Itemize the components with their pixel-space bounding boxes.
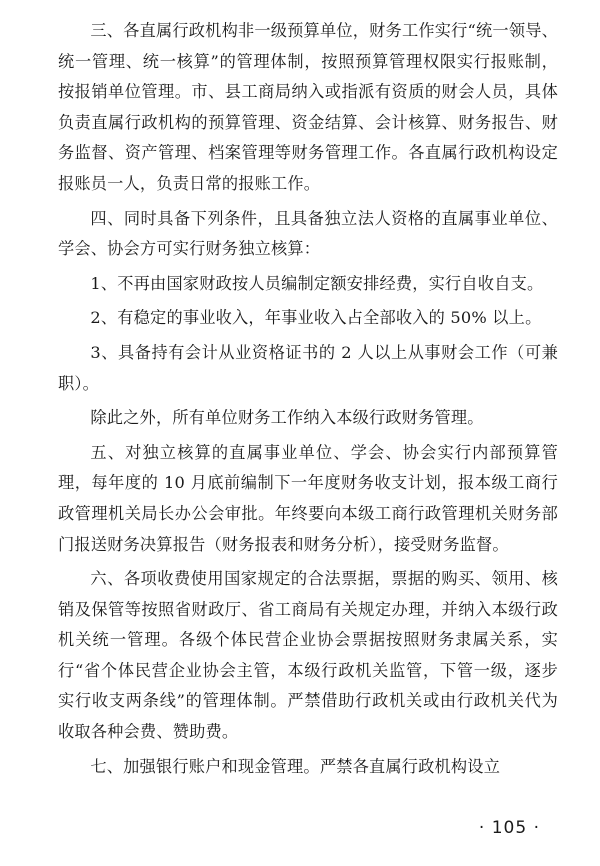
paragraph-section-7: 七、加强银行账户和现金管理。严禁各直属行政机构设立 xyxy=(90,756,501,776)
paragraph-section-6: 六、各项收费使用国家规定的合法票据，票据的购买、领用、核销及保管等按照省财政厅、省工商局有关规定办理，并纳入本级行政机关统一管理。各级个体民营企业协会票据按照财务隶属关系，实行“省个体民营企业协会主管，本级行政机关监管，下管一级，逐步实行收支两条线”的管理体制。严禁借助行政机关或由行政机关代为收取各种会费、赞助费。 xyxy=(58,569,558,742)
paragraph-section-3: 三、各直属行政机构非一级预算单位，财务工作实行“统一领导、统一管理、统一核算”的管理体制，按照预算管理权限实行报账制，按报销单位管理。市、县工商局纳入或指派有资质的财会人员，具体负责直属行政机构的预算管理、资金结算、会计核算、财务报告、财务监督、资产管理、档案管理等财务管理工作。各直属行政机构设定报账员一人，负责日常的报账工作。 xyxy=(58,21,558,193)
paragraph-condition-2: 2、有稳定的事业收入，年事业收入占全部收入的 50% 以上。 xyxy=(90,308,542,328)
paragraph-section-5: 五、对独立核算的直属事业单位、学会、协会实行内部预算管理，每年度的 10 月底前编制下一年度财务收支计划，报本级工商行政管理机关局长办公会审批。年终要向本级工商行政管理机关财务部门报送财务决算报告（财务报表和财务分析），接受财务监督。 xyxy=(58,442,558,554)
paragraph-condition-1: 1、不再由国家财政按人员编制定额安排经费，实行自收自支。 xyxy=(90,273,544,293)
body-text xyxy=(58,16,558,782)
paragraph-condition-3: 3、具备持有会计从业资格证书的 2 人以上从事财会工作（可兼职）。 xyxy=(58,342,558,393)
paragraph-section-4: 四、同时具备下列条件，且具备独立法人资格的直属事业单位、学会、协会方可实行财务独立核算： xyxy=(58,208,558,259)
paragraph-other-units: 除此之外，所有单位财务工作纳入本级行政财务管理。 xyxy=(90,408,484,428)
page-number: · 105 · xyxy=(478,818,540,838)
